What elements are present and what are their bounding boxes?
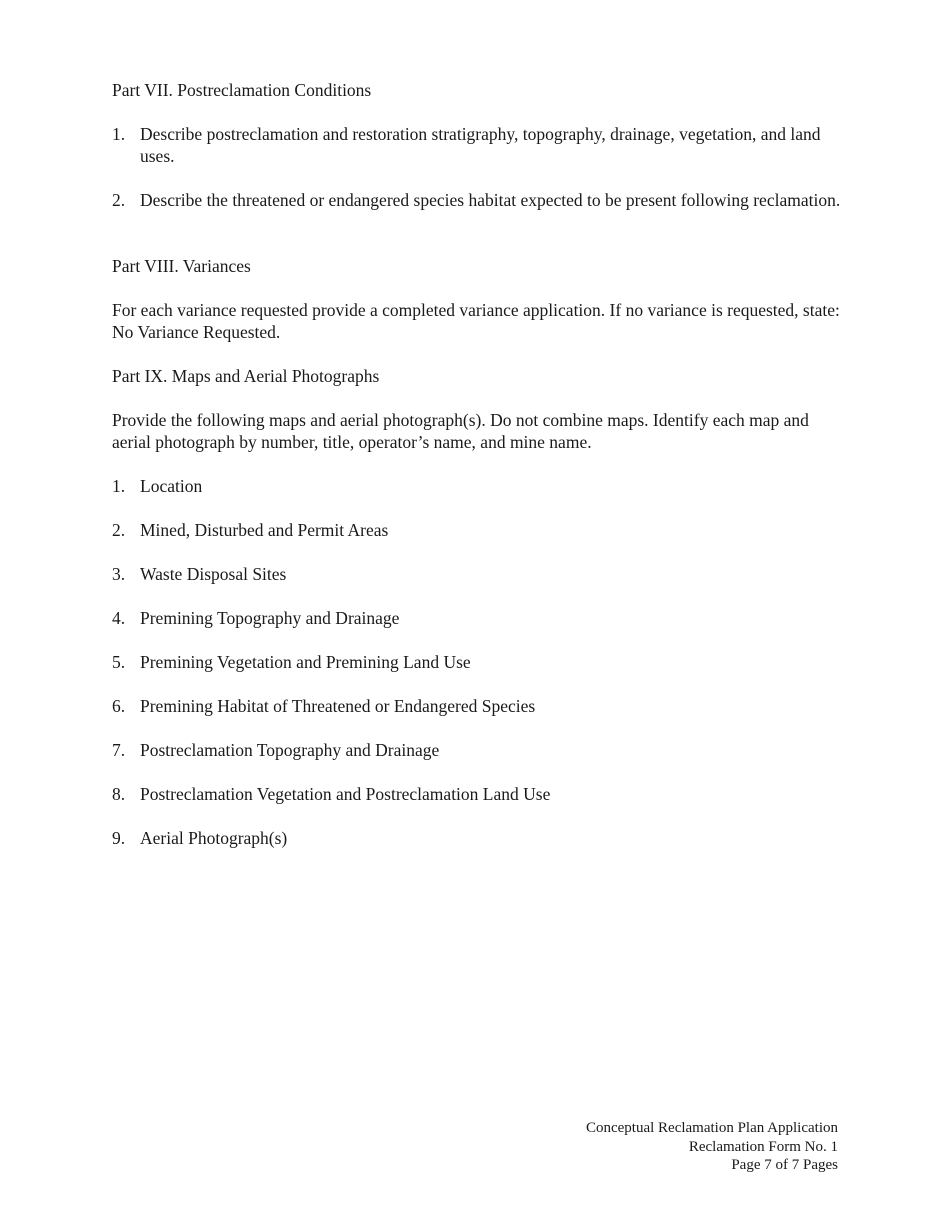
list-item (112, 563, 842, 585)
part-ix-heading: Part IX. Maps and Aerial Photographs (112, 366, 380, 386)
list-item-text: Describe postreclamation and restoration stratigraphy, topography, drainage, vegetation, and land uses. (140, 124, 821, 166)
list-item (112, 475, 842, 497)
list-item-text: Aerial Photograph(s) (140, 828, 288, 848)
part-viii-heading: Part VIII. Variances (112, 256, 251, 276)
list-item (112, 607, 842, 629)
list-item-text: Postreclamation Topography and Drainage (140, 740, 440, 760)
list-item (112, 189, 842, 211)
list-item-text: Premining Vegetation and Premining Land Use (140, 652, 471, 672)
list-item (112, 695, 842, 717)
list-item (112, 651, 842, 673)
list-item (112, 827, 842, 849)
list-item-number: 4. (112, 608, 126, 628)
list-item-text: Postreclamation Vegetation and Postreclamation Land Use (140, 784, 551, 804)
list-item-number: 8. (112, 784, 126, 804)
list-item-text: Waste Disposal Sites (140, 564, 287, 584)
list-item-number: 5. (112, 652, 126, 672)
list-item (112, 123, 842, 167)
list-item-number: 6. (112, 696, 126, 716)
variances-paragraph: For each variance requested provide a completed variance application. If no variance is requested, state: No Variance Requested. (112, 300, 840, 342)
list-item (112, 519, 842, 541)
list-item-number: 7. (112, 740, 126, 760)
list-item-number: 1. (112, 124, 126, 144)
maps-paragraph: Provide the following maps and aerial photograph(s). Do not combine maps. Identify each map and aerial photograph by number, title, operator’s name, and mine name. (112, 410, 809, 452)
footer-form-number: Reclamation Form No. 1 (688, 1138, 838, 1155)
list-item-number: 3. (112, 564, 126, 584)
list-item-text: Describe the threatened or endangered species habitat expected to be present following reclamation. (140, 190, 841, 210)
list-item-number: 2. (112, 190, 126, 210)
list-item-number: 9. (112, 828, 126, 848)
list-item-number: 2. (112, 520, 126, 540)
page-footer (586, 1119, 838, 1175)
footer-page-number: Page 7 of 7 Pages (731, 1157, 838, 1173)
list-item-number: 1. (112, 476, 126, 496)
list-item-text: Mined, Disturbed and Permit Areas (140, 520, 389, 540)
footer-form-title: Conceptual Reclamation Plan Application (585, 1120, 838, 1136)
list-item (112, 783, 842, 805)
list-item-text: Premining Habitat of Threatened or Endangered Species (140, 696, 536, 716)
list-item (112, 739, 842, 761)
list-item-text: Location (140, 476, 203, 496)
part-vii-heading: Part VII. Postreclamation Conditions (112, 80, 372, 100)
list-item-text: Premining Topography and Drainage (140, 608, 400, 628)
